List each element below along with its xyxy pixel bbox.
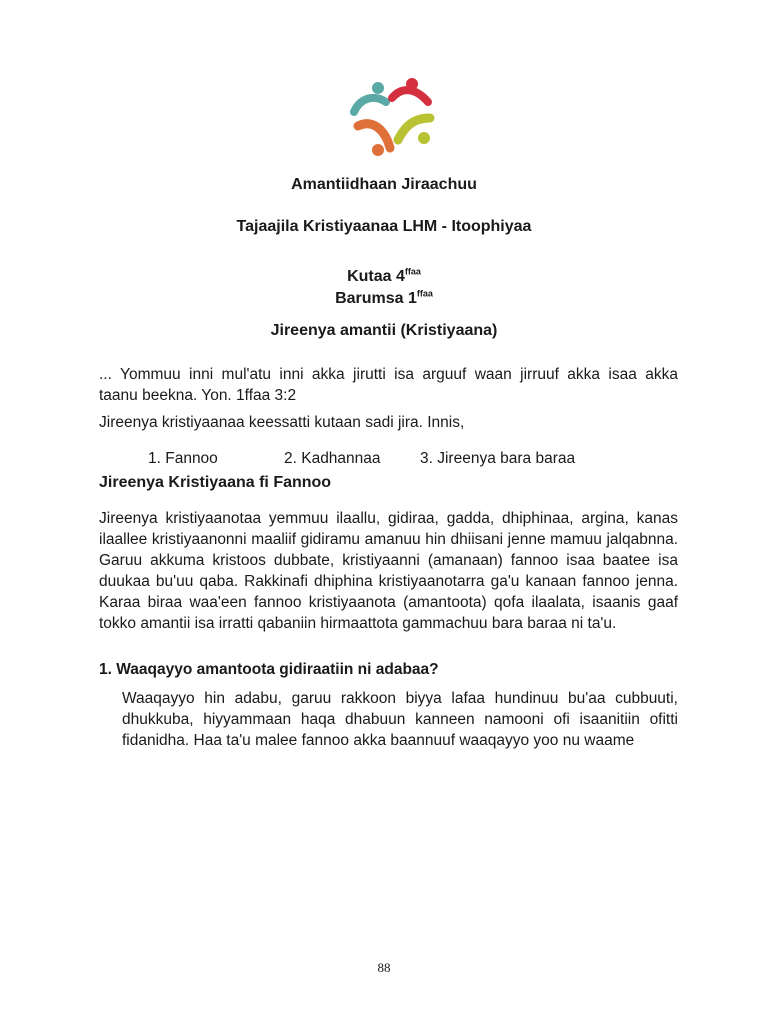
logo-orange-head: [372, 144, 384, 156]
logo-orange-arm: [358, 124, 390, 148]
question-answer: Waaqayyo hin adabu, garuu rakkoon biyya lafaa hundinuu bu'aa cubbuuti, dhukkuba, hiyyammaan haqa dhabuun kanneen namooni ofi isaanitiin ofitti fidanidha. Haa ta'u malee fannoo akka baannuuf waaqayyo yoo nu waame: [122, 690, 678, 749]
logo-teal-arm: [354, 98, 386, 112]
page-number: 88: [377, 960, 391, 975]
lesson-title: Jireenya amantii (Kristiyaana): [270, 322, 498, 339]
logo-teal-head: [372, 82, 384, 94]
logo-red-arm: [392, 90, 428, 102]
list-item: 2. Kadhannaa: [284, 450, 381, 467]
bible-verse: ... Yommuu inni mul'atu inni akka jirutti isa arguuf waan jirruuf akka isaa akka taanu beekna. Yon. 1ffaa 3:2: [99, 366, 678, 404]
cross-people-logo: [348, 76, 436, 160]
lesson-label: Barumsa $1^{ffaa}$: [335, 288, 433, 307]
section-heading: Jireenya Kristiyaana fi Fannoo: [99, 474, 332, 491]
list-item: 1. Fannoo: [148, 450, 218, 467]
list-item: 3. Jireenya bara baraa: [420, 450, 576, 467]
intro-text: Jireenya kristiyaanaa keessatti kutaan sadi jira. Innis,: [99, 414, 465, 431]
chapter-label: Kutaa $4^{ffaa}$: [347, 266, 421, 285]
document-title: Amantiidhaan Jiraachuu: [291, 176, 477, 193]
question-heading: 1. Waaqayyo amantoota gidiraatiin ni adabaa?: [99, 661, 439, 678]
document-subtitle: Tajaajila Kristiyaanaa LHM - Itoophiyaa: [236, 218, 532, 235]
logo-green-head: [418, 132, 430, 144]
section-paragraph: Jireenya kristiyaanotaa yemmuu ilaallu, gidiraa, gadda, dhiphinaa, argina, kanas ilaallee kristiyaanonni maaliif gidiramu amanuu hin dhiisani jenne mamuu jalqabnna. Garuu akkuma kristoos dubbate, kristiyaanni (amanaan) fannoo isaa baatee isa duukaa bu'uu qaba. Rakkinafi dhiphina kristiyaanotarra ga'u kanaan fannoo jenna. Karaa biraa waa'een fannoo kristiyaanota (amantoota) qofa ilaalata, isaanis gaaf tokko amantii isa irratti qabaniin hirmaattota gammachuu bara baraa ni ta'u.: [99, 510, 678, 632]
logo-red-head: [406, 78, 418, 90]
